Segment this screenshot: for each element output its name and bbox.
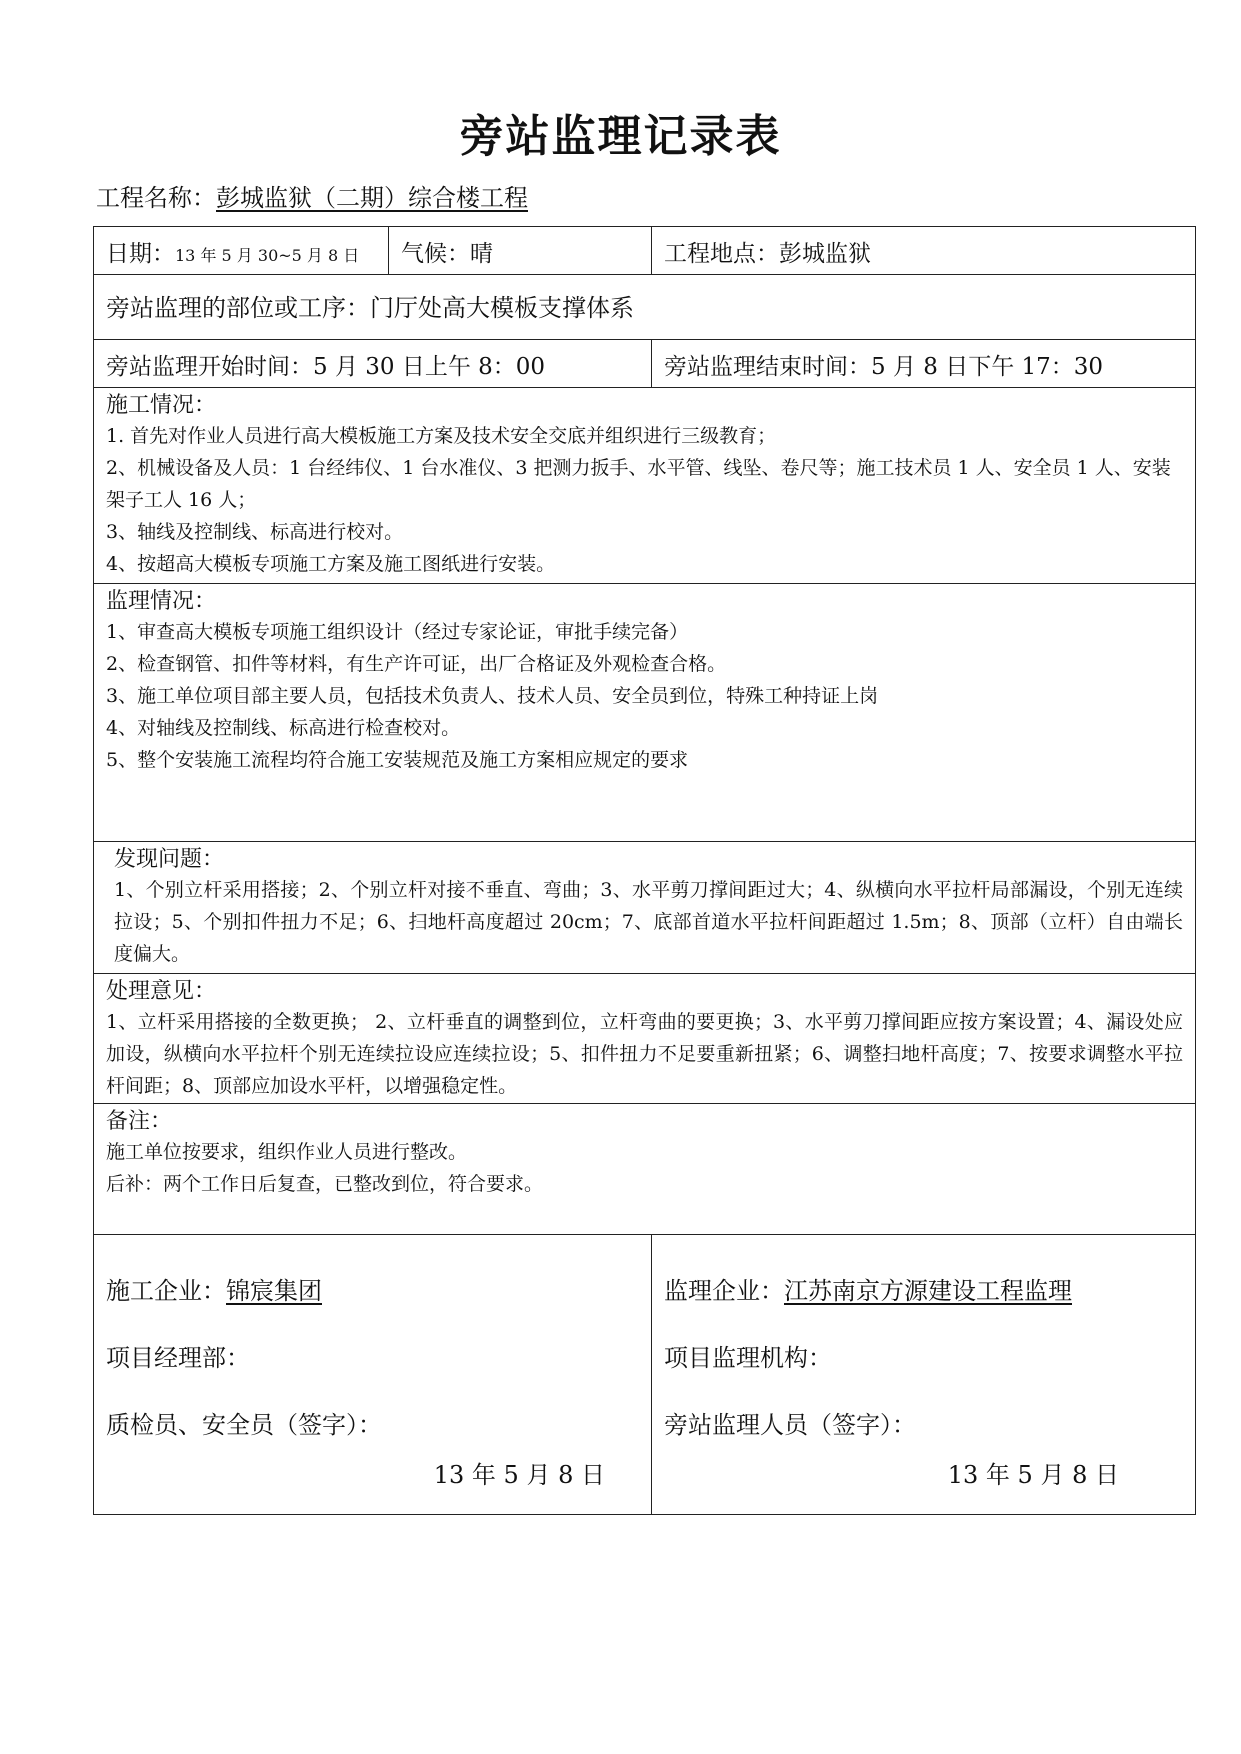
construction-line: 1. 首先对作业人员进行高大模板施工方案及技术安全交底并组织进行三级教育； — [106, 425, 777, 447]
remarks-cell — [94, 1104, 1196, 1235]
supervision-lines — [106, 616, 1183, 776]
supervision-line: 2、检查钢管、扣件等材料，有生产许可证，出厂合格证及外观检查合格。 — [106, 653, 727, 675]
problems-title: 发现问题： — [114, 847, 225, 872]
record-table — [93, 226, 1196, 1515]
supervised-part-cell — [94, 275, 1196, 340]
weather-cell — [389, 227, 652, 275]
contractor-date: 13 年 5 月 8 日 — [433, 1461, 605, 1489]
handling-text: 1、立杆采用搭接的全数更换； 2、立杆垂直的调整到位，立杆弯曲的要更换；3、水平剪刀撑间距应按方案设置；4、漏设处应加设，纵横向水平拉杆个别无连续拉设应连续拉设；5、扣件扭力不足要重新扭紧；6、调整扫地杆高度；7、按要求调整水平拉杆间距；8、顶部应加设水平杆，以增强稳定性。 — [106, 1011, 1183, 1097]
date-cell — [94, 227, 389, 275]
remarks-title: 备注： — [106, 1109, 173, 1134]
problems-text: 1、个别立杆采用搭接；2、个别立杆对接不垂直、弯曲；3、水平剪刀撑间距过大；4、纵横向水平拉杆局部漏设，个别无连续拉设；5、个别扣件扭力不足；6、扫地杆高度超过 20cm；7、底部首道水平拉杆间距超过 1.5m；8、顶部（立杆）自由端长度偏大。 — [114, 879, 1183, 965]
construction-lines — [106, 420, 1183, 580]
weather-label: 气候： — [401, 241, 470, 267]
supervisor-company-value: 江苏南京方源建设工程监理 — [784, 1277, 1072, 1305]
date-value: 13 年 5 月 30~5 月 8 日 — [175, 246, 360, 265]
construction-title: 施工情况： — [106, 393, 217, 418]
handling-row — [94, 974, 1196, 1104]
contractor-dept: 项目经理部： — [106, 1344, 250, 1372]
supervisor-sign-cell — [652, 1235, 1196, 1515]
remarks-lines — [106, 1136, 1183, 1200]
supervisor-date: 13 年 5 月 8 日 — [947, 1461, 1119, 1489]
contractor-company-value: 锦宸集团 — [226, 1277, 322, 1305]
supervision-line: 1、审查高大模板专项施工组织设计（经过专家论证，审批手续完备） — [106, 621, 689, 643]
supervised-part-row — [94, 275, 1196, 340]
supervised-part-text: 旁站监理的部位或工序：门厅处高大模板支撑体系 — [106, 294, 634, 322]
location-value: 彭城监狱 — [779, 241, 871, 267]
construction-line: 4、按超高大模板专项施工方案及施工图纸进行安装。 — [106, 553, 556, 575]
remarks-line: 后补：两个工作日后复查，已整改到位，符合要求。 — [106, 1173, 544, 1195]
supervision-cell — [94, 584, 1196, 842]
supervisor-company — [664, 1271, 1183, 1306]
supervision-row — [94, 584, 1196, 842]
contractor-company — [106, 1271, 639, 1306]
supervisor-signer: 旁站监理人员（签字）： — [664, 1411, 916, 1439]
project-value: 彭城监狱（二期）综合楼工程 — [216, 184, 528, 212]
supervision-title: 监理情况： — [106, 589, 217, 614]
form-title: 旁站监理记录表 — [459, 111, 782, 162]
construction-line: 2、机械设备及人员：1 台经纬仪、1 台水准仪、3 把测力扳手、水平管、线坠、卷尺等；施工技术员 1 人、安全员 1 人、安装架子工人 16 人； — [106, 457, 1171, 511]
signature-row — [94, 1235, 1196, 1515]
supervision-line: 3、施工单位项目部主要人员，包括技术负责人、技术人员、安全员到位，特殊工种持证上岗 — [106, 685, 879, 707]
project-label: 工程名称： — [96, 184, 216, 212]
construction-cell — [94, 388, 1196, 584]
remarks-row — [94, 1104, 1196, 1235]
location-cell — [652, 227, 1196, 275]
date-weather-row — [94, 227, 1196, 275]
supervision-line: 4、对轴线及控制线、标高进行检查校对。 — [106, 717, 461, 739]
remarks-line: 施工单位按要求，组织作业人员进行整改。 — [106, 1141, 468, 1163]
start-time-text: 旁站监理开始时间：5 月 30 日上午 8：00 — [106, 354, 546, 380]
start-time-cell — [94, 340, 652, 388]
end-time-cell — [652, 340, 1196, 388]
handling-title: 处理意见： — [106, 979, 217, 1004]
end-time-text: 旁站监理结束时间：5 月 8 日下午 17：30 — [664, 354, 1104, 380]
problems-cell — [94, 842, 1196, 974]
supervisor-dept: 项目监理机构： — [664, 1344, 832, 1372]
contractor-sign-cell — [94, 1235, 652, 1515]
project-name — [96, 178, 528, 213]
supervisor-company-label: 监理企业： — [664, 1277, 784, 1305]
contractor-signer: 质检员、安全员（签字）： — [106, 1411, 382, 1439]
handling-cell — [94, 974, 1196, 1104]
contractor-company-label: 施工企业： — [106, 1277, 226, 1305]
construction-row — [94, 388, 1196, 584]
supervision-line: 5、整个安装施工流程均符合施工安装规范及施工方案相应规定的要求 — [106, 749, 689, 771]
time-row — [94, 340, 1196, 388]
problems-row — [94, 842, 1196, 974]
location-label: 工程地点： — [664, 241, 779, 267]
construction-line: 3、轴线及控制线、标高进行校对。 — [106, 521, 404, 543]
date-label: 日期： — [106, 241, 175, 267]
weather-value: 晴 — [470, 241, 493, 267]
